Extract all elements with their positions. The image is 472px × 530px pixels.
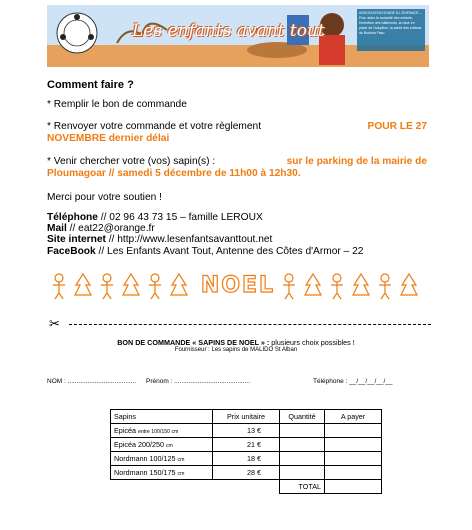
header-a-payer: A payer bbox=[325, 410, 382, 424]
tree-size: cm bbox=[177, 471, 185, 477]
firstname-field[interactable]: Prénom : .......................................... bbox=[146, 378, 251, 385]
tree-size: entre 100/150 cm bbox=[137, 429, 179, 435]
tree-name: Epicéa bbox=[114, 426, 138, 435]
total-amount-cell[interactable] bbox=[325, 480, 382, 494]
scissors-icon: ✂ bbox=[49, 316, 60, 331]
amount-cell[interactable] bbox=[325, 466, 382, 480]
dashed-divider bbox=[69, 324, 431, 325]
table-row bbox=[111, 452, 382, 466]
banner-association-text: ASSOCIATION D'AIDE À L'ENFANCE – Pour aider la scolarité des enfants, l'entretien des bâtiments, la mise en place de l'adoption, la santé des enfants du Burkina Faso bbox=[359, 11, 422, 35]
total-spacer bbox=[111, 480, 213, 494]
deadline-part1: POUR LE 27 bbox=[367, 121, 427, 132]
total-spacer bbox=[213, 480, 280, 494]
contact-facebook-value: // Les Enfants Avant Tout, Antenne des Côtes d'Armor – 22 bbox=[95, 246, 364, 257]
contact-website bbox=[47, 234, 272, 246]
amount-cell[interactable] bbox=[325, 424, 382, 438]
noel-word: NOEL bbox=[200, 273, 276, 298]
tree-name-cell bbox=[111, 452, 213, 466]
step-pickup-text: * Venir chercher votre (vos) sapin(s) : bbox=[47, 156, 216, 167]
total-row bbox=[111, 480, 382, 494]
tree-size: cm bbox=[165, 443, 173, 449]
banner-title: Les enfants avant tout bbox=[132, 21, 325, 41]
order-table bbox=[110, 409, 382, 494]
amount-cell[interactable] bbox=[325, 438, 382, 452]
tree-name: Nordmann 150/175 bbox=[114, 468, 178, 477]
contact-mail-value: // eat22@orange.fr bbox=[66, 223, 155, 234]
price-cell: 13 € bbox=[213, 424, 280, 438]
table-row bbox=[111, 438, 382, 452]
contact-website-label: Site internet bbox=[47, 234, 106, 245]
tree-name-cell bbox=[111, 424, 213, 438]
contact-phone-label: Téléphone bbox=[47, 212, 98, 223]
header-prix-unitaire: Prix unitaire bbox=[213, 410, 280, 424]
order-form-title bbox=[0, 338, 472, 347]
order-form-title-bold: BON DE COMMANDE « SAPINS DE NOEL » : bbox=[117, 338, 270, 347]
phone-field[interactable]: Téléphone : __/__/__/__/__ bbox=[313, 378, 393, 385]
price-cell: 18 € bbox=[213, 452, 280, 466]
price-cell: 28 € bbox=[213, 466, 280, 480]
tree-name: Epicéa 200/250 bbox=[114, 440, 166, 449]
header-quantite: Quantité bbox=[280, 410, 325, 424]
step-send-text: * Renvoyer votre commande et votre règlement bbox=[47, 121, 262, 132]
pickup-place-part1: sur le parking de la mairie de bbox=[286, 156, 427, 167]
contact-facebook-label: FaceBook bbox=[47, 246, 96, 257]
contact-mail-label: Mail bbox=[47, 223, 67, 234]
tree-size: cm bbox=[177, 457, 185, 463]
amount-cell[interactable] bbox=[325, 452, 382, 466]
header-banner bbox=[47, 5, 429, 67]
name-field[interactable]: NOM : ...................................... bbox=[47, 378, 137, 385]
order-table-header bbox=[111, 410, 382, 424]
tree-name: Nordmann 100/125 bbox=[114, 454, 178, 463]
contact-website-value: // http://www.lesenfantsavanttout.net bbox=[105, 234, 273, 245]
header-sapins: Sapins bbox=[111, 410, 213, 424]
tree-name-cell bbox=[111, 466, 213, 480]
table-row bbox=[111, 424, 382, 438]
deadline-part2: NOVEMBRE dernier délai bbox=[47, 133, 170, 144]
cut-line bbox=[47, 318, 431, 330]
quantity-cell[interactable] bbox=[280, 438, 325, 452]
order-form-title-rest: plusieurs choix possibles ! bbox=[269, 338, 355, 347]
contact-phone-value: // 02 96 43 73 15 – famille LEROUX bbox=[97, 212, 263, 223]
total-label: TOTAL bbox=[280, 480, 325, 494]
supplier-text: Fournisseur : Les sapins de MALIDO St Alban bbox=[174, 347, 298, 353]
noel-decoration-row bbox=[47, 271, 429, 301]
step-pickup bbox=[47, 156, 427, 168]
step-fill-order: * Remplir le bon de commande bbox=[47, 99, 187, 110]
table-row bbox=[111, 466, 382, 480]
quantity-cell[interactable] bbox=[280, 452, 325, 466]
how-to-heading: Comment faire ? bbox=[47, 79, 134, 91]
quantity-cell[interactable] bbox=[280, 466, 325, 480]
tree-name-cell bbox=[111, 438, 213, 452]
price-cell: 21 € bbox=[213, 438, 280, 452]
step-send-order bbox=[47, 121, 427, 133]
thanks-text: Merci pour votre soutien ! bbox=[47, 192, 162, 203]
contact-facebook bbox=[47, 246, 363, 258]
pickup-place-part2: Ploumagoar // samedi 5 décembre de 11h00 à 12h30. bbox=[47, 168, 301, 179]
quantity-cell[interactable] bbox=[280, 424, 325, 438]
